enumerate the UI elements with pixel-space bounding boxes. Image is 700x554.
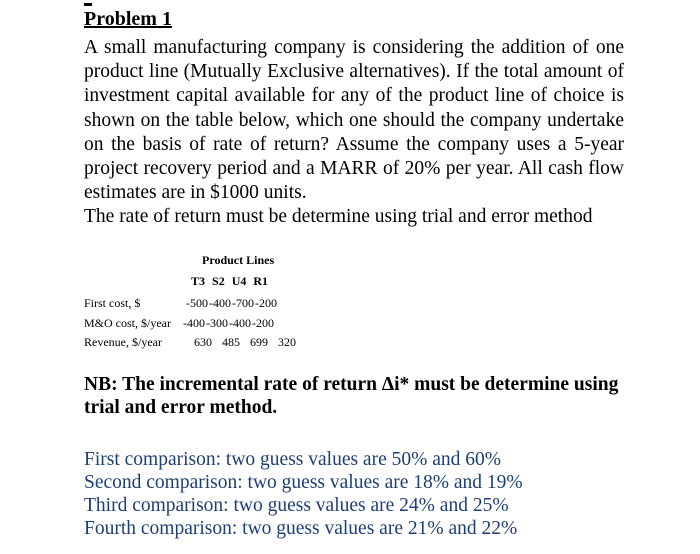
row-label: Revenue, $/year [84, 335, 162, 349]
cell: -200 [252, 316, 274, 330]
column-header: R1 [253, 274, 269, 288]
table-column-headers [191, 274, 275, 289]
column-header: U4 [231, 274, 247, 288]
cell: -400 [209, 296, 231, 310]
cell: -400 [183, 316, 205, 330]
cell: -200 [255, 296, 277, 310]
row-label: M&O cost, $/year [84, 316, 171, 330]
row-values [183, 316, 275, 331]
table-row-revenue [84, 335, 296, 350]
comparison-item: Third comparison: two guess values are 24% and 25% [84, 495, 509, 516]
cell: -700 [232, 296, 254, 310]
table-heading: Product Lines [202, 253, 275, 267]
problem-statement: A small manufacturing company is considering the addition of one product line (Mutually Exclusive alternatives). If the total amount of investment capital available for any of the product line of choice is shown on the table below, which one should the company undertake on the basis of rate of return? Assume the company uses a 5-year project recovery period and a MARR of 20% per year. All cash flow estimates are in $1000 units. [84, 37, 624, 204]
comparison-item: Second comparison: two guess values are 18% and 19% [84, 472, 523, 493]
cell: -300 [206, 316, 228, 330]
cell: 699 [250, 335, 268, 349]
cell: -500 [186, 296, 208, 310]
problem-instruction: The rate of return must be determine using trial and error method [84, 206, 593, 228]
row-label: First cost, $ [84, 296, 141, 310]
table-row-first-cost [84, 296, 277, 311]
column-header: T3 [191, 274, 206, 288]
comparison-item: First comparison: two guess values are 50% and 60% [84, 449, 502, 470]
top-mark [84, 3, 92, 6]
cell: 485 [222, 335, 240, 349]
column-header: S2 [212, 274, 225, 288]
row-values [186, 296, 278, 311]
cell: -400 [229, 316, 251, 330]
incremental-ror-note: NB: The incremental rate of return Δi* must be determine using trial and error method. [84, 374, 619, 418]
problem-body [84, 36, 624, 230]
row-values [194, 335, 306, 350]
cell: 320 [278, 335, 296, 349]
comparison-list [84, 448, 624, 540]
cell: 630 [194, 335, 212, 349]
problem-title: Problem 1 [84, 8, 172, 30]
comparison-item: Fourth comparison: two guess values are 21% and 22% [84, 518, 518, 539]
table-row-mo-cost [84, 316, 274, 331]
